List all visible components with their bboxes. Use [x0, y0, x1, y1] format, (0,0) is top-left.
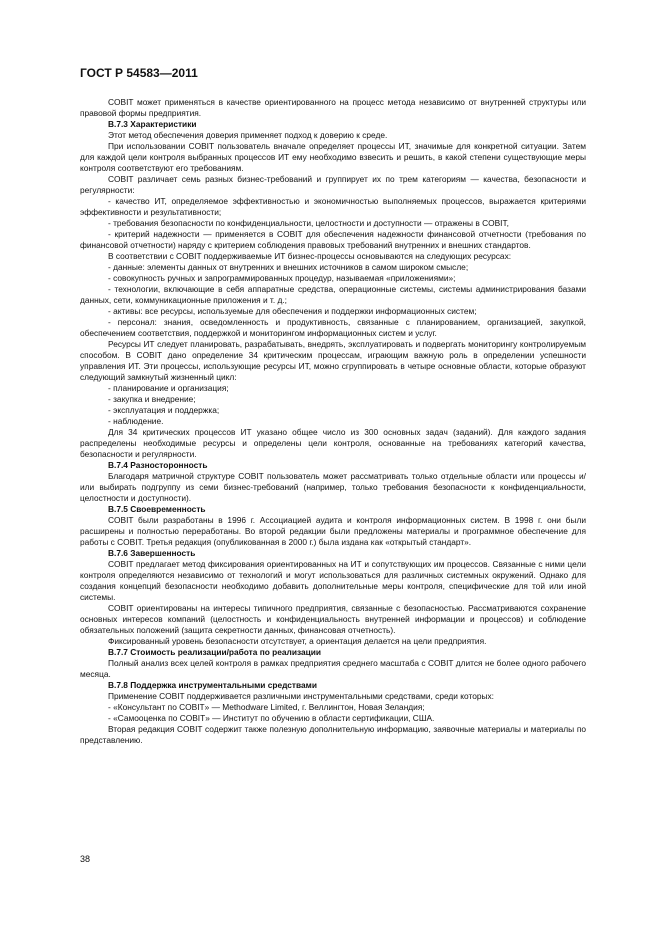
- list-item: - «Самооценка по COBIT» — Институт по обучению в области сертификации, США.: [108, 713, 435, 723]
- paragraph: COBIT были разработаны в 1996 г. Ассоциацией аудита и контроля информационных систем. В 1998 г. они были расширены и полностью переработаны. Во второй редакции были предложены материалы и программное обеспечение для работы с COBIT. Третья редакция (опубликованная в 2000 г.) была издана как «открытый стандарт».: [80, 515, 586, 547]
- list-item: - персонал: знания, осведомленность и продуктивность, связанные с планированием, организацией, закупкой, обеспечением соответствия, поддержкой и мониторингом информационных систем и услуг.: [80, 317, 586, 338]
- page-number: 38: [80, 854, 91, 864]
- paragraph: COBIT ориентированы на интересы типичного предприятия, связанные с безопасностью. Рассматриваются сохранение основных интересов компаний (целостность и конфиденциальность внутренней информации и процессов) и соблюдение обязательных положений (защита секретности данных, финансовая отчетность).: [80, 603, 586, 635]
- paragraph: Для 34 критических процессов ИТ указано общее число из 300 основных задач (заданий). Для каждого задания распределены необходимые ресурсы и определены цели контроля, основанные на требованиях категорий качества, безопасности и регулярности.: [80, 427, 586, 459]
- list-item: - данные: элементы данных от внутренних и внешних источников в самом широком смысле;: [108, 262, 469, 272]
- list-item: - технологии, включающие в себя аппаратные средства, операционные системы, системы администрирования базами данных, сети, коммуникационные приложения и т. д.;: [80, 284, 586, 305]
- paragraph: COBIT предлагает метод фиксирования ориентированных на ИТ и сопутствующих им процессов. Связанные с ними цели контроля определяются независимо от технологий и могут использоваться для различных системных окружений. Однако для создания концепций безопасности необходимо добавить дополнительные меры контроля, специфические для той или иной системы.: [80, 559, 586, 602]
- document-header: ГОСТ Р 54583—2011: [80, 66, 198, 80]
- list-item: - требования безопасности по конфиденциальности, целостности и доступности — отражены в COBIT,: [108, 218, 509, 228]
- list-item: - закупка и внедрение;: [108, 394, 196, 404]
- list-item: - активы: все ресурсы, используемые для обеспечения и поддержки информационных систем;: [108, 306, 477, 316]
- section-heading: В.7.4 Разносторонность: [108, 460, 208, 470]
- list-item: - планирование и организация;: [108, 383, 229, 393]
- list-item: - эксплуатация и поддержка;: [108, 405, 220, 415]
- paragraph: COBIT различает семь разных бизнес-требований и группирует их по трем категориям — качества, безопасности и регулярности:: [80, 174, 586, 195]
- paragraph: Вторая редакция COBIT содержит также полезную дополнительную информацию, заявочные материалы и материалы по представлению.: [80, 724, 586, 745]
- section-heading: В.7.7 Стоимость реализации/работа по реализации: [108, 647, 322, 657]
- paragraph: COBIT может применяться в качестве ориентированного на процесс метода независимо от внутренней структуры или правовой формы предприятия.: [80, 97, 586, 118]
- paragraph: Полный анализ всех целей контроля в рамках предприятия среднего масштаба с COBIT длится не более одного рабочего месяца.: [80, 658, 586, 679]
- list-item: - наблюдение.: [108, 416, 164, 426]
- list-item: - совокупность ручных и запрограммированных процедур, называемая «приложениями»;: [108, 273, 456, 283]
- list-item: - качество ИТ, определяемое эффективностью и экономичностью выполняемых процессов, выражается критериями эффективности и результативности;: [80, 196, 586, 217]
- list-item: - «Консультант по COBIT» — Methodware Limited, г. Веллингтон, Новая Зеландия;: [108, 702, 425, 712]
- paragraph: При использовании COBIT пользователь вначале определяет процессы ИТ, значимые для конкретной ситуации. Затем для каждой цели контроля выбранных процессов ИТ ему необходимо взвесить и решить, в какой степени существующие меры контроля соответствуют его требованиям.: [80, 141, 586, 173]
- section-heading: В.7.8 Поддержка инструментальными средствами: [108, 680, 317, 690]
- paragraph: Фиксированный уровень безопасности отсутствует, а ориентация делается на цели предприятия.: [108, 636, 487, 646]
- page-content: [80, 97, 586, 746]
- list-item: - критерий надежности — применяется в COBIT для обеспечения надежности финансовой отчетности (требования по финансовой отчетности) наряду с критерием соблюдения правовых требований внутренних и внешних стандартов.: [80, 229, 586, 250]
- section-heading: В.7.6 Завершенность: [108, 548, 196, 558]
- section-heading: В.7.3 Характеристики: [108, 119, 197, 129]
- paragraph: Ресурсы ИТ следует планировать, разрабатывать, внедрять, эксплуатировать и подвергать мониторингу контролируемым способом. В COBIT дано определение 34 критическим процессам, играющим важную роль в определении успешности управления ИТ. Эти процессы, использующие ресурсы ИТ, можно сгруппировать в четыре основные области, которые образуют следующий замкнутый жизненный цикл:: [80, 339, 586, 382]
- paragraph: Применение COBIT поддерживается различными инструментальными средствами, среди которых:: [108, 691, 494, 701]
- paragraph: В соответствии с COBIT поддерживаемые ИТ бизнес-процессы основываются на следующих ресурсах:: [108, 251, 512, 261]
- section-heading: В.7.5 Своевременность: [108, 504, 206, 514]
- paragraph: Благодаря матричной структуре COBIT пользователь может рассматривать только отдельные области или процессы и/или выбирать подгруппу из семи бизнес-требований (например, только требования безопасности к конфиденциальности, целостности и доступности).: [80, 471, 586, 503]
- paragraph: Этот метод обеспечения доверия применяет подход к доверию к среде.: [108, 130, 388, 140]
